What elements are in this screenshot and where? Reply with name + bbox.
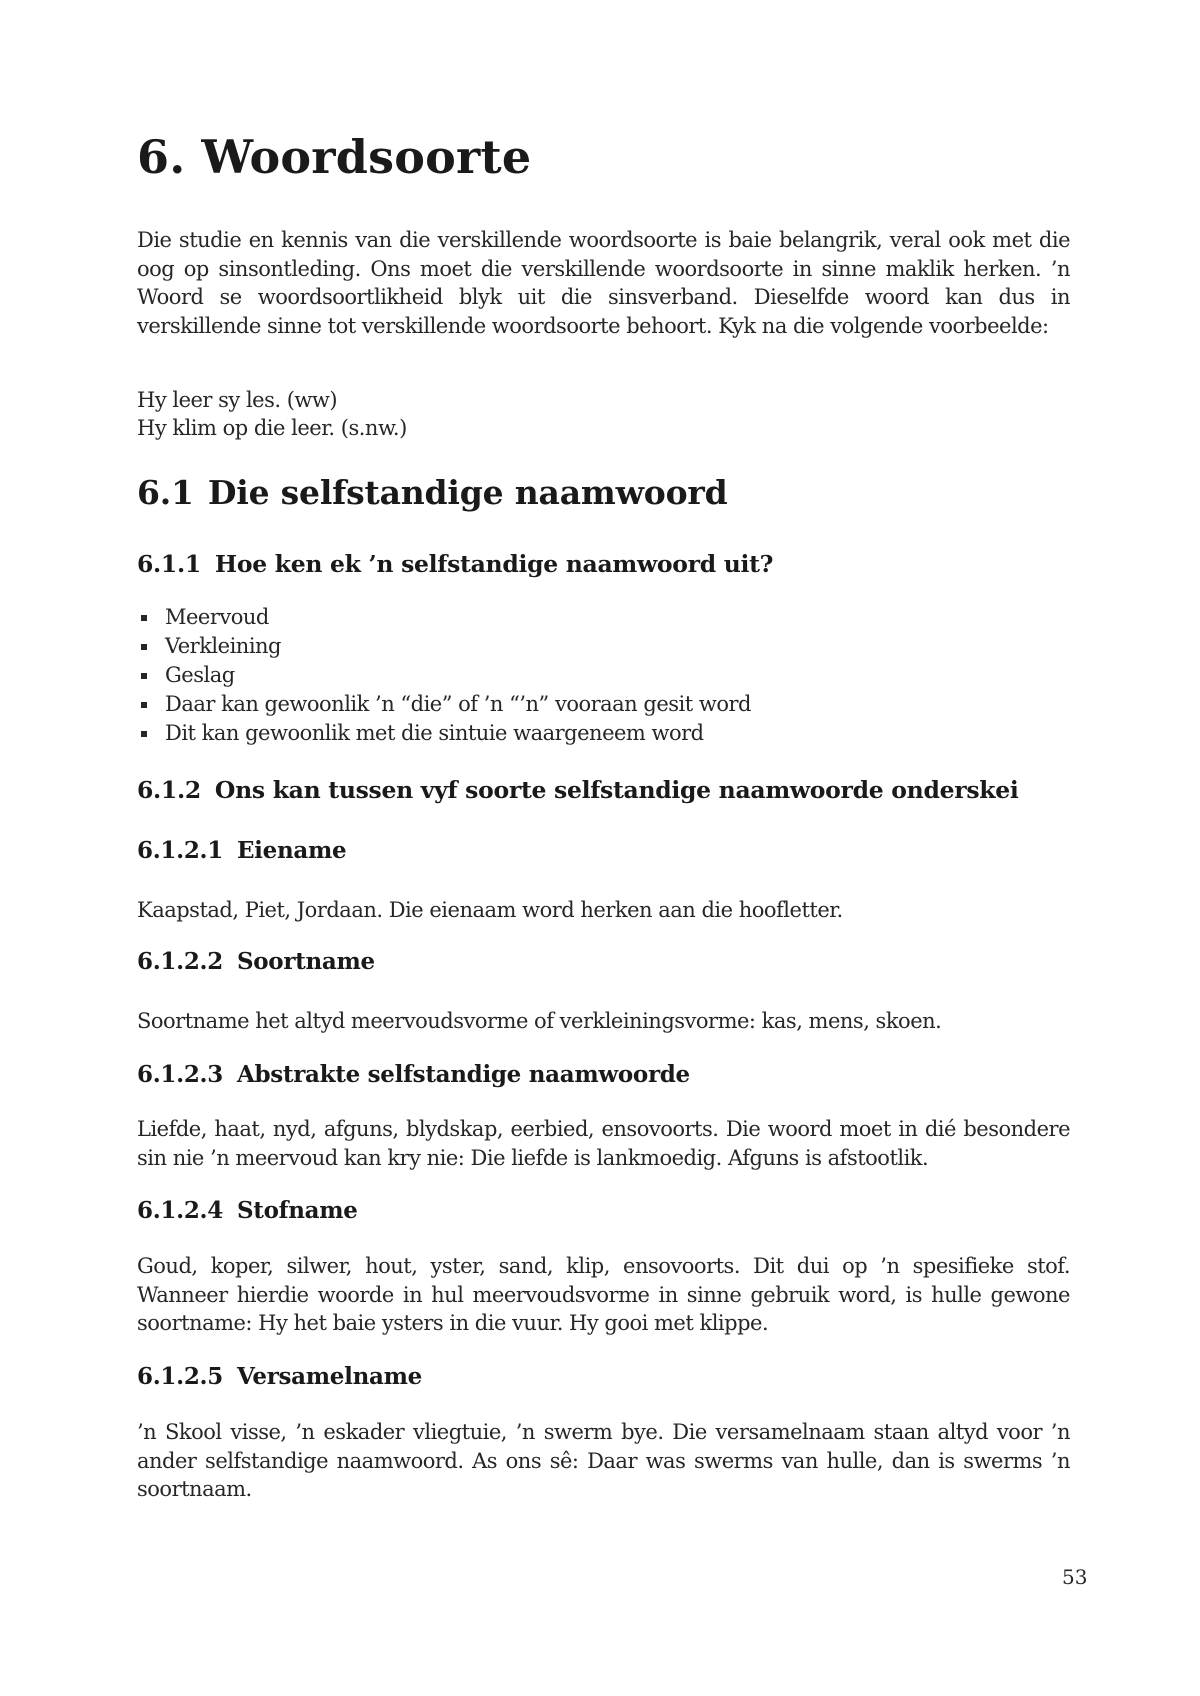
chapter-number: 6. bbox=[137, 130, 186, 184]
section-title: Stofname bbox=[236, 1197, 358, 1224]
list-item: Daar kan gewoonlik ’n “die” of ’n “’n” vooraan gesit word bbox=[137, 690, 751, 719]
section-title: Versamelname bbox=[236, 1363, 422, 1390]
eiename-text: Kaapstad, Piet, Jordaan. Die eienaam word herken aan die hoofletter. bbox=[137, 898, 843, 922]
list-item: Dit kan gewoonlik met die sintuie waargeneem word bbox=[137, 719, 751, 748]
section-6-1-heading bbox=[137, 473, 728, 512]
section-6-1-2-4-heading bbox=[137, 1197, 358, 1224]
section-title: Ons kan tussen vyf soorte selfstandige naamwoorde onderskei bbox=[214, 776, 1019, 804]
section-title: Die selfstandige naamwoord bbox=[207, 473, 728, 512]
section-6-1-2-2-heading bbox=[137, 948, 375, 975]
identification-list bbox=[137, 603, 751, 748]
section-6-1-1-heading bbox=[137, 550, 773, 578]
soortname-text: Soortname het altyd meervoudsvorme of verkleiningsvorme: kas, mens, skoen. bbox=[137, 1009, 942, 1033]
section-6-1-2-3-heading bbox=[137, 1061, 690, 1088]
list-item: Verkleining bbox=[137, 632, 751, 661]
section-title: Hoe ken ek ’n selfstandige naamwoord uit? bbox=[214, 550, 774, 578]
bullet-icon bbox=[141, 702, 147, 708]
section-number: 6.1.2.5 bbox=[137, 1363, 223, 1390]
section-6-1-2-1-heading bbox=[137, 837, 346, 864]
list-item: Meervoud bbox=[137, 603, 751, 632]
chapter-title-text: Woordsoorte bbox=[201, 130, 532, 184]
section-number: 6.1.2.1 bbox=[137, 837, 223, 864]
section-number: 6.1.2.2 bbox=[137, 948, 223, 975]
section-6-1-2-5-heading bbox=[137, 1363, 422, 1390]
section-number: 6.1.1 bbox=[137, 550, 201, 578]
section-number: 6.1.2 bbox=[137, 776, 201, 804]
bullet-icon bbox=[141, 673, 147, 679]
intro-example-2: Hy klim op die leer. (s.nw.) bbox=[137, 416, 407, 440]
list-item: Geslag bbox=[137, 661, 751, 690]
intro-paragraph: Die studie en kennis van die verskillende woordsoorte is baie belangrik, veral ook met die oog op sinsontleding. Ons moet die verskillende woordsoorte in sinne maklik herken. ’n Woord se woordsoortlikheid blyk uit die sinsverband. Dieselfde woord kan dus in verskillende sinne tot verskillende woordsoorte behoort. Kyk na die volgende voorbeelde: bbox=[137, 228, 1070, 338]
versamelname-text: ’n Skool visse, ’n eskader vliegtuie, ’n swerm bye. Die versamelnaam staan altyd voor ’n ander selfstandige naamwoord. As ons sê: Daar was swerms van hulle, dan is swerms ’n soortnaam. bbox=[137, 1420, 1070, 1501]
section-title: Eiename bbox=[236, 837, 347, 864]
section-title: Soortname bbox=[236, 948, 375, 975]
bullet-icon bbox=[141, 615, 147, 621]
section-6-1-2-heading bbox=[137, 776, 1019, 804]
section-number: 6.1.2.4 bbox=[137, 1197, 223, 1224]
bullet-icon bbox=[141, 644, 147, 650]
abstrakte-text: Liefde, haat, nyd, afguns, blydskap, eerbied, ensovoorts. Die woord moet in dié besondere sin nie ’n meervoud kan kry nie: Die liefde is lankmoedig. Afguns is afstootlik. bbox=[137, 1117, 1070, 1170]
bullet-icon bbox=[141, 731, 147, 737]
section-number: 6.1 bbox=[137, 473, 194, 512]
section-number: 6.1.2.3 bbox=[137, 1061, 223, 1088]
intro-example-1: Hy leer sy les. (ww) bbox=[137, 388, 338, 412]
page-number: 53 bbox=[1062, 1565, 1088, 1589]
chapter-title bbox=[137, 130, 531, 184]
section-title: Abstrakte selfstandige naamwoorde bbox=[236, 1061, 690, 1088]
stofname-text: Goud, koper, silwer, hout, yster, sand, klip, ensovoorts. Dit dui op ’n spesifieke stof. Wanneer hierdie woorde in hul meervoudsvorme in sinne gebruik word, is hulle gewone soortname: Hy het baie ysters in die vuur. Hy gooi met klippe. bbox=[137, 1254, 1070, 1335]
